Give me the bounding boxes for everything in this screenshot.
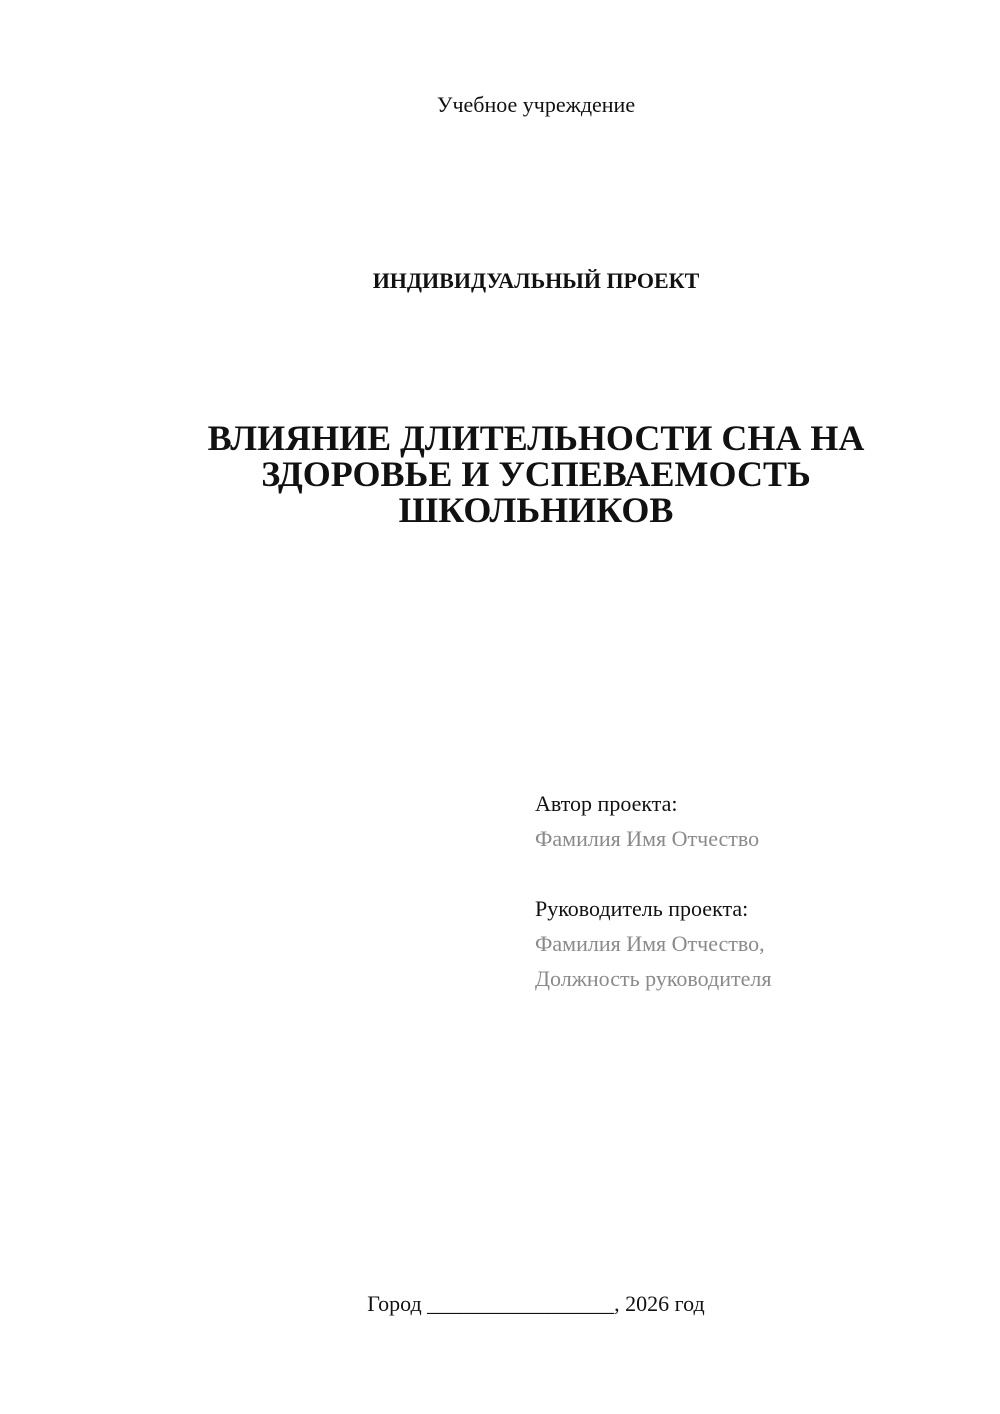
city-year-footer: Город _________________, 2026 год xyxy=(367,1291,705,1316)
supervisor-name: Фамилия Имя Отчество, xyxy=(535,931,765,956)
supervisor-position: Должность руководителя xyxy=(535,966,772,991)
project-title xyxy=(140,420,932,528)
project-title-line-1: ВЛИЯНИЕ ДЛИТЕЛЬНОСТИ СНА НА xyxy=(207,418,865,458)
institution-name: Учебное учреждение xyxy=(436,92,636,117)
author-label: Автор проекта: xyxy=(535,791,678,816)
project-type-heading: ИНДИВИДУАЛЬНЫЙ ПРОЕКТ xyxy=(372,268,700,293)
project-credits xyxy=(535,786,955,996)
supervisor-label: Руководитель проекта: xyxy=(535,896,749,921)
project-title-line-3: ШКОЛЬНИКОВ xyxy=(398,490,674,530)
project-title-line-2: ЗДОРОВЬЕ И УСПЕВАЕМОСТЬ xyxy=(261,454,811,494)
credits-spacer xyxy=(535,856,955,891)
author-name: Фамилия Имя Отчество xyxy=(535,826,760,851)
